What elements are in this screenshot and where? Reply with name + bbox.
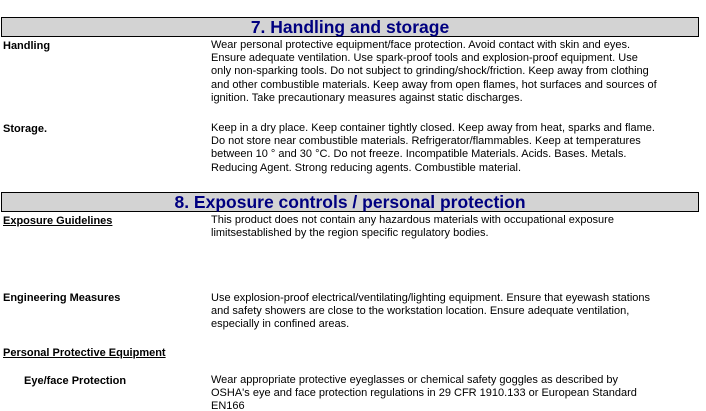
- engineering-measures-label: Engineering Measures: [3, 292, 121, 304]
- text-line: Wear personal protective equipment/face protection. Avoid contact with skin and eyes.: [211, 39, 631, 51]
- section-title: 7. Handling and storage: [250, 17, 450, 37]
- section-title: 8. Exposure controls / personal protection: [174, 192, 526, 212]
- text-line: Wear appropriate protective eyeglasses or chemical safety goggles as described by: [211, 374, 619, 386]
- text-line: Use explosion-proof electrical/ventilating/lighting equipment. Ensure that eyewash stations: [211, 292, 651, 304]
- text-line: Do not store near combustible materials. Refrigerator/flammables. Keep at temperatures: [211, 135, 641, 148]
- text-line: This product does not contain any hazardous materials with occupational exposure: [211, 214, 614, 226]
- eye-face-protection-label: Eye/face Protection: [24, 375, 127, 387]
- text-line: ignition. Take precautionary measures against static discharges.: [211, 91, 523, 104]
- exposure-guidelines-label: Exposure Guidelines: [3, 215, 113, 227]
- handling-text: [211, 39, 699, 105]
- handling-label: Handling: [3, 40, 51, 52]
- section-header-exposure-controls: [1, 192, 699, 212]
- text-line: OSHA's eye and face protection regulations in 29 CFR 1910.133 or European Standard: [211, 387, 637, 400]
- section-header-handling-storage: [1, 17, 699, 37]
- engineering-measures-text: [211, 292, 699, 332]
- ppe-label: Personal Protective Equipment: [3, 347, 166, 359]
- text-line: especially in confined areas.: [211, 318, 350, 331]
- text-line: between 10 ° and 30 °C. Do not freeze. Incompatible Materials. Acids. Bases. Metals.: [211, 148, 627, 161]
- eye-face-protection-text: [211, 374, 699, 411]
- text-line: and other combustible materials. Keep away from open flames, hot surfaces and sources of: [211, 78, 657, 91]
- text-line: EN166: [211, 400, 245, 411]
- text-line: Ensure adequate ventilation. Use spark-proof tools and explosion-proof equipment. Use: [211, 52, 638, 65]
- exposure-guidelines-text: [211, 214, 699, 240]
- storage-text: [211, 122, 699, 175]
- text-line: only non-sparking tools. Do not subject to grinding/shock/friction. Keep away from clothing: [211, 65, 649, 78]
- text-line: limitsestablished by the region specific regulatory bodies.: [211, 227, 489, 240]
- text-line: and safety showers are close to the workstation location. Ensure adequate ventilation,: [211, 305, 630, 318]
- storage-label: Storage.: [3, 123, 48, 135]
- text-line: Keep in a dry place. Keep container tightly closed. Keep away from heat, sparks and flame.: [211, 122, 655, 134]
- text-line: Reducing Agent. Strong reducing agents. Combustible material.: [211, 161, 522, 174]
